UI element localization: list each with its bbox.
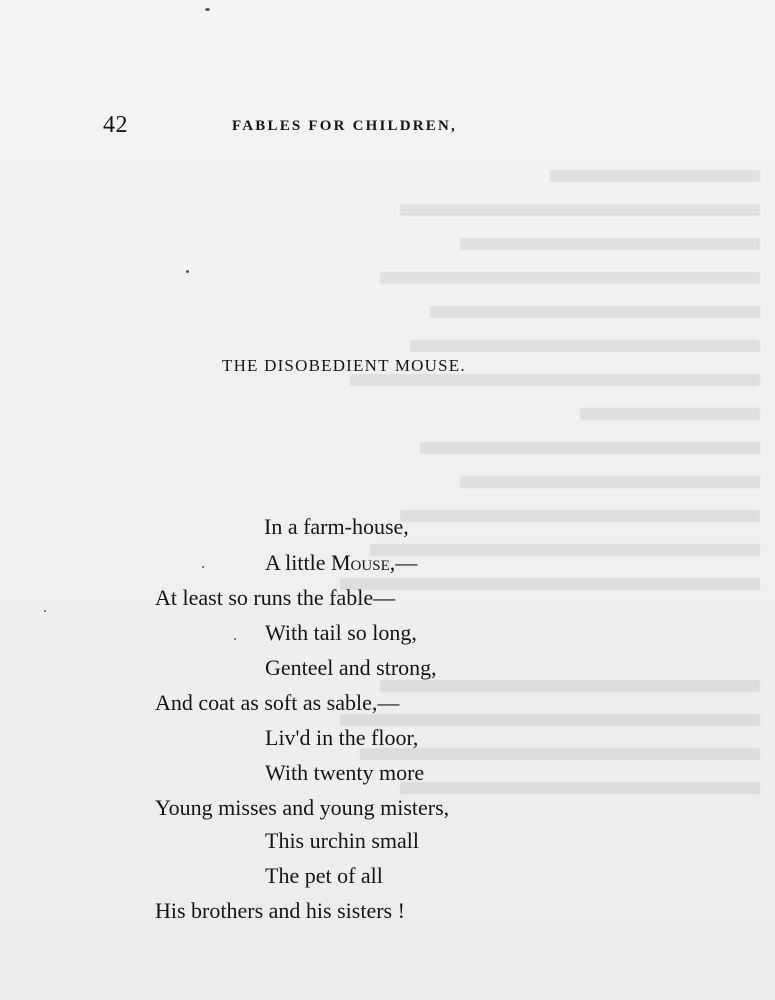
paper-speck	[205, 8, 210, 11]
poem-line: Liv'd in the floor,	[265, 725, 419, 750]
show-through-text	[160, 160, 760, 860]
poem-line: At least so runs the fable—	[155, 585, 396, 610]
poem-line: In a farm-house,	[264, 514, 409, 539]
paper-speck	[186, 270, 189, 273]
poem-line: With tail so long,	[265, 620, 417, 645]
poem-title: THE DISOBEDIENT MOUSE.	[222, 356, 466, 375]
poem-line: And coat as soft as sable,—	[155, 690, 400, 715]
paper-speck	[44, 610, 46, 612]
page-number: 42	[103, 112, 128, 138]
poem-line: This urchin small	[265, 828, 419, 853]
poem-line: His brothers and his sisters !	[155, 898, 405, 923]
poem-line: A little Mouse,—	[265, 550, 418, 575]
poem-line: With twenty more	[265, 760, 425, 785]
paper-speck	[234, 638, 236, 640]
poem-line: The pet of all	[265, 863, 383, 888]
poem-line: Young misses and young misters,	[155, 795, 450, 820]
running-head: FABLES FOR CHILDREN,	[232, 118, 457, 134]
poem-line: Genteel and strong,	[265, 655, 437, 680]
paper-speck	[202, 566, 204, 568]
